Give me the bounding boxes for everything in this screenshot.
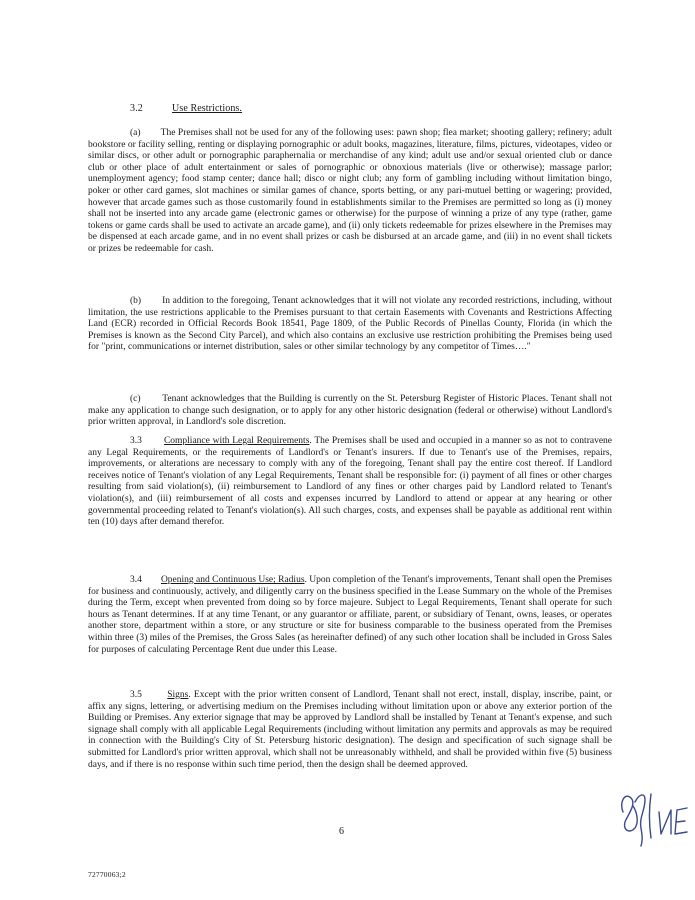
section-number: 3.3 [130,436,142,446]
document-id: 72770063;2 [88,870,126,879]
paragraph-text: In addition to the foregoing, Tenant acknowledges that it will not violate any recorded restrictions, including, without limitation, the use restrictions applicable to the Premises pursuant to that certain Easements with Covenants and Restrictions Affecting Land (ECR) recorded in Official Records Book 18541, Page 1809, of the Public Records of Pinellas County, Florida (in which the Premises is known as the Second City Parcel), and which also contains an exclusive use restriction prohibiting the Premises being used for "print, communications or internet distribution, sales or other similar technology by any competitor of Times…." [88,296,612,353]
section-3-2-heading [130,103,242,114]
paragraph-text: The Premises shall not be used for any of the following uses: pawn shop; flea market; shooting gallery; refinery; adult bookstore or facility selling, renting or displaying pornographic or adult books, magazines, literature, films, pictures, videotapes, video or similar discs, or other adult or pornographic paraphernalia or merchandise of any kind; adult use and/or sexual oriented club or dance club or other place of adult entertainment or sales of pornographic or obnoxious materials (live or otherwise); massage parlor; unemployment agency; food stamp center; dance hall; disco or night club; any form of gambling including without limitation bingo, poker or other card games, slot machines or similar games of chance, sports betting, or any pari-mutuel betting or wagering; provided, however that arcade games such as those customarily found in establishments similar to the Premises are permitted so long as (i) money shall not be inserted into any arcade game (electronic games or otherwise) for the purpose of winning a prize of any type (rather, game tokens or game cards shall be used to activate an arcade game), and (ii) only tickets redeemable for prizes elsewhere in the Premises may be dispensed at each arcade game, and in no event shall prizes or cash be disbursed at an arcade game, and (iii) in no event shall tickets or prizes be redeemable for cash. [88,128,612,254]
section-number: 3.2 [130,103,143,114]
section-text: . The Premises shall be used and occupied in a manner so as not to contravene any Legal Requirements, or the requirements of Landlord's or Tenant's insurers. If due to Tenant's use of the Premises, repairs, improvements, or alterations are necessary to comply with any of the foregoing, Tenant shall pay the entire cost thereof. If Landlord receives notice of Tenant's violation of any Legal Requirements, Tenant shall be responsible for: (i) payment of all fines or other charges resulting from said violation(s), (ii) reimbursement to Landlord of any fines or other charges paid by Landlord related to Tenant's violation(s), and (iii) reimbursement of all costs and expenses incurred by Landlord to attend or appear at any hearing or other governmental proceeding related to Tenant's violation(s). All such charges, costs, and expenses shall be payable as additional rent within ten (10) days after demand therefor. [88,436,613,528]
paragraph-label: (c) [130,394,141,404]
section-text: . Upon completion of the Tenant's improvements, Tenant shall open the Premises for business and continuously, actively, and diligently carry on the business specified in the Lease Summary on the whole of the Premises during the Term, except when prevented from doing so by force majeure. Subject to Legal Requirements, Tenant shall operate for such hours as Tenant determines. If at any time Tenant, or any guarantor or affiliate, parent, or subsidiary of Tenant, owns, leases, or operates another store, department within a store, or any structure or site for business comparable to the business operated from the Premises within three (3) miles of the Premises, the Gross Sales (as hereinafter defined) of any such other location shall be included in Gross Sales for purposes of calculating Percentage Rent due under this Lease. [88,575,612,655]
paragraph-text: Tenant acknowledges that the Building is currently on the St. Petersburg Register of Historic Places. Tenant shall not make any application to change such designation, or to apply for any other historic designation (federal or otherwise) without Landlord's prior written approval, in Landlord's sole discretion. [88,394,613,428]
section-title: Use Restrictions. [172,103,243,114]
section-text: . Except with the prior written consent of Landlord, Tenant shall not erect, install, display, inscribe, paint, or affix any signs, lettering, or advertising medium on the Premises including without limitation upon or above any exterior portion of the Building or Premises. Any exterior signage that may be approved by Landlord shall be installed by Tenant at Tenant's expense, and such signage shall comply with all applicable Legal Requirements (including without limitation any permits and approvals as may be required in connection with the Building's City of St. Petersburg historic designation). The design and specification of such signage shall be submitted for Landlord's prior written approval, which shall not be unreasonably withheld, and shall be provided within five (5) business days, and if there is no response within such time period, then the design shall be deemed approved. [88,690,613,770]
section-title: Compliance with Legal Requirements [163,436,310,446]
page-number: 6 [339,826,344,837]
section-number: 3.5 [130,690,142,700]
paragraph-a [88,128,612,256]
paragraph-label: (b) [130,296,142,306]
section-title: Signs [167,690,189,700]
paragraph-c [88,394,612,429]
section-number: 3.4 [130,575,142,585]
paragraph-b [88,296,612,354]
section-3-3 [88,436,612,529]
paragraph-label: (a) [130,128,141,138]
section-3-4 [88,575,612,656]
section-3-5 [88,690,612,771]
handwritten-initials [615,772,695,852]
section-title: Opening and Continuous Use; Radius [160,575,305,585]
